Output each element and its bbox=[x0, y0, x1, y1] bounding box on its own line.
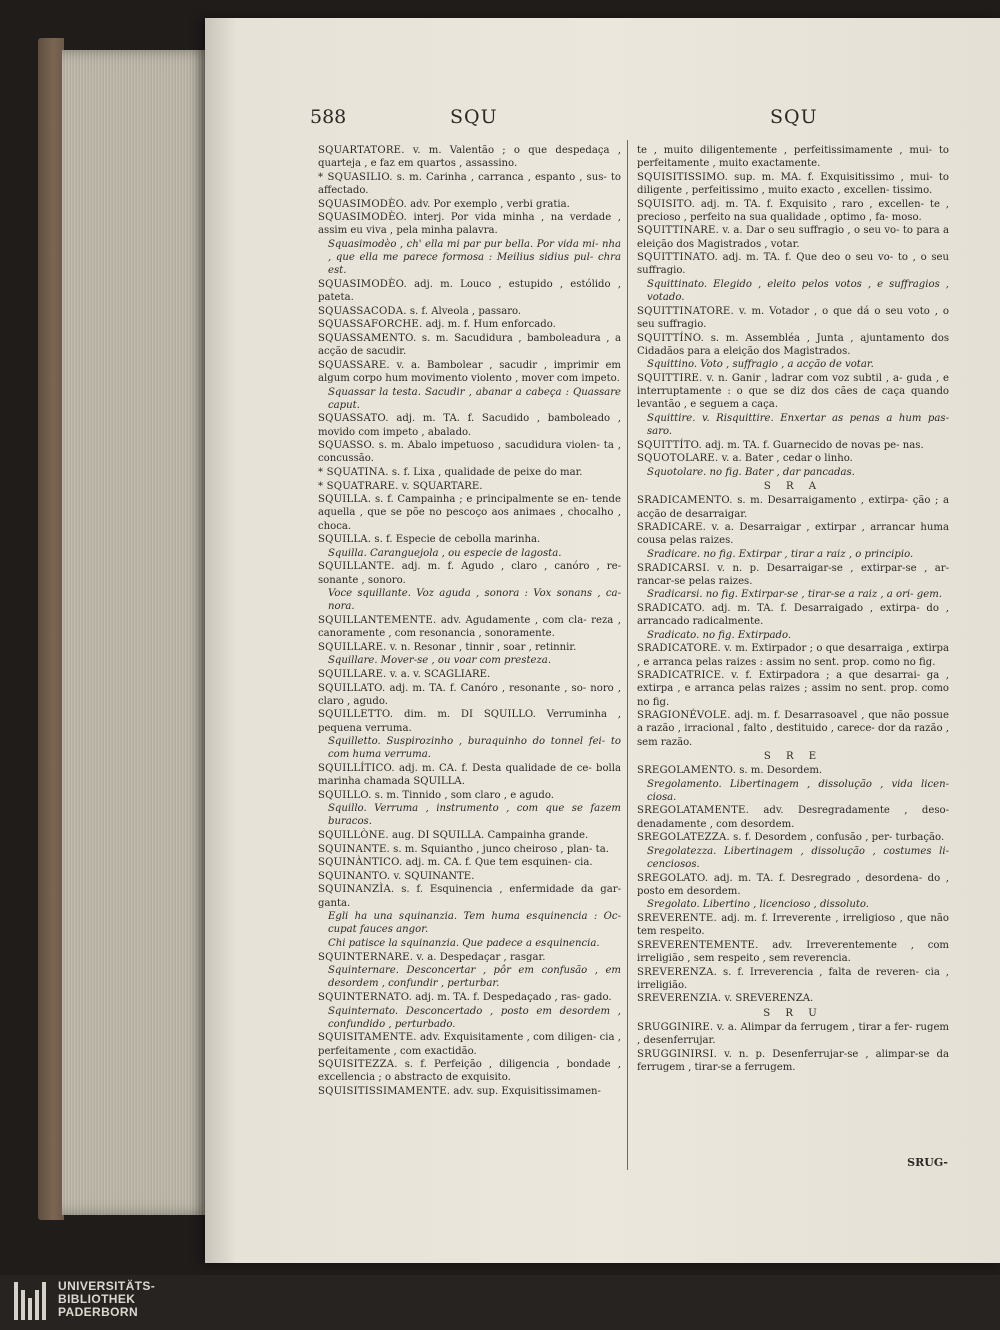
library-logo bbox=[14, 1278, 244, 1324]
headword: SREGOLAMENTO. bbox=[637, 764, 736, 776]
headword: SRADICARE. bbox=[637, 522, 707, 534]
definition: v. a. Dar o seu suffragio , o seu vo- to para a eleição dos Magistrados , votar. bbox=[637, 225, 949, 250]
definition: v. SQUARTARE. bbox=[398, 480, 483, 492]
dictionary-entry bbox=[637, 912, 949, 938]
usage-example: Squilletto. Suspirozinho , buraquinho do tonnel fei- to com huma verruma. bbox=[328, 736, 621, 761]
headword: SQUITTIRE. bbox=[637, 372, 703, 384]
usage-example: Squittinato. Elegido , eleito pelos votos , e suffragios , votado. bbox=[647, 278, 949, 304]
definition: s. m. Desordem. bbox=[735, 764, 823, 776]
dictionary-entry bbox=[318, 883, 621, 909]
headword: SQUISITISSIMO. bbox=[637, 171, 728, 183]
headword: SQUASIMODÈO. bbox=[318, 212, 407, 224]
definition: adj. m. f. Agudo , claro , canóro , re- sonante , sonoro. bbox=[318, 561, 621, 586]
definition: te , muito diligentemente , perfeitissimamente , mui- to perfeitamente , muito exactamente. bbox=[637, 145, 949, 170]
dictionary-page bbox=[205, 18, 1000, 1263]
definition: s. m. Desarraigamento , extirpa- ção ; a acção de desarraigar. bbox=[637, 495, 949, 520]
dictionary-entry bbox=[318, 1058, 621, 1084]
headword: SQUILLETTO. bbox=[318, 709, 394, 721]
definition: adj. m. TA. f. Sacudido , bamboleado , movido com impeto , abalado. bbox=[318, 413, 621, 438]
right-column bbox=[637, 144, 949, 1074]
definition: s. m. Tinnido , som claro , e agudo. bbox=[371, 789, 554, 801]
dictionary-entry bbox=[637, 224, 949, 250]
headword: SRUGGINIRSI. bbox=[637, 1048, 718, 1060]
dictionary-entry bbox=[637, 669, 949, 709]
guide-word-left: SQU bbox=[450, 106, 498, 128]
dictionary-entry bbox=[318, 1085, 621, 1098]
definition: s. f. Irreverencia , falta de reveren- cia , irreligião. bbox=[637, 966, 949, 991]
definition: v. m. Valentão ; o que despedaça , quarteja , e faz em quartos , assassino. bbox=[318, 145, 621, 170]
definition: adj. m. f. Desarrasoavel , que não possue a razão , irracional , falto , destituido , carece- dor da razão , sem razão. bbox=[637, 710, 949, 748]
column-divider bbox=[627, 140, 628, 1170]
dictionary-entry bbox=[637, 992, 949, 1005]
dictionary-entry bbox=[637, 1021, 949, 1047]
dictionary-entry bbox=[637, 804, 949, 830]
dictionary-entry bbox=[637, 872, 949, 898]
dictionary-entry bbox=[318, 533, 621, 546]
page-stack-edge bbox=[62, 50, 212, 1215]
dictionary-entry bbox=[637, 332, 949, 358]
usage-example: Voce squillante. Voz aguda , sonora : Vox sonans , ca- nora. bbox=[328, 588, 621, 613]
definition: adv. Desregradamente , deso- denadamente , com desordem. bbox=[637, 805, 949, 830]
usage-example: Squassar la testa. Sacudir , abanar a cabeça : Quassare caput. bbox=[328, 386, 621, 411]
headword: SQUITTÍTO. bbox=[637, 439, 702, 451]
section-heading: S R E bbox=[763, 750, 823, 762]
headword: SREVERENZA. bbox=[637, 966, 718, 978]
dictionary-entry bbox=[318, 843, 621, 856]
left-column bbox=[318, 144, 621, 1099]
definition: s. f. Perfeição , diligencia , bondade , excellencia ; o abstracto de exquisito. bbox=[318, 1059, 621, 1084]
definition: v. a. Bater , cedar o linho. bbox=[718, 453, 853, 465]
dictionary-entry bbox=[637, 494, 949, 520]
dictionary-entry bbox=[637, 144, 949, 170]
dictionary-entry bbox=[318, 278, 621, 304]
usage-example: Squinternare. Desconcertar , pôr em confusão , em desordem , confundir , perturbar. bbox=[328, 965, 621, 990]
dictionary-entry bbox=[637, 439, 949, 452]
usage-example: Sregolato. Libertino , licencioso , dissoluto. bbox=[647, 899, 869, 911]
definition: v. n. Resonar , tinnir , soar , retinnir. bbox=[386, 641, 577, 653]
usage-example: Squittire. v. Risquittire. Enxertar as penas a hum pas- saro. bbox=[647, 412, 949, 438]
library-logo-text bbox=[58, 1280, 155, 1319]
definition: s. f. Lixa , qualidade de peixe do mar. bbox=[388, 466, 583, 478]
headword: SQUILLÒNE. bbox=[318, 830, 389, 842]
definition: adj. m. CA. f. Desta qualidade de ce- bolla marinha chamada SQUILLA. bbox=[318, 762, 621, 788]
definition: s. m. Assembléa , Junta , ajuntamento dos Cidadãos para a eleição dos Magistrados. bbox=[637, 332, 949, 357]
headword: SRADICATRICE. bbox=[637, 670, 725, 682]
usage-example: Sradicarsi. no fig. Extirpar-se , tirar-se a raiz , a ori- gem. bbox=[647, 589, 942, 601]
dictionary-entry bbox=[637, 831, 949, 844]
dictionary-entry bbox=[637, 1048, 949, 1074]
dictionary-entry bbox=[318, 144, 621, 170]
catchword: SRUG- bbox=[907, 1156, 948, 1169]
definition: v. a. Bambolear , sacudir , imprimir em algum corpo hum movimento violento , mover com impeto. bbox=[318, 359, 621, 384]
usage-example: Sradicato. no fig. Extirpado. bbox=[647, 629, 792, 641]
definition: aug. DI SQUILLA. Campainha grande. bbox=[388, 830, 589, 842]
headword: SQUILLANTEMENTE. bbox=[318, 614, 437, 626]
headword: SQUINANTE. bbox=[318, 843, 390, 855]
library-name-line-1: UNIVERSITÄTS- bbox=[58, 1279, 156, 1293]
headword: SRAGIONÉVOLE. bbox=[637, 710, 731, 722]
definition: v. a. v. SCAGLIARE. bbox=[386, 668, 491, 680]
dictionary-entry bbox=[318, 951, 621, 964]
headword: SQUASIMODÈO. bbox=[318, 278, 407, 290]
definition: v. a. Alimpar da ferrugem , tirar a fer- rugem , desenferrujar. bbox=[637, 1021, 949, 1046]
headword: SQUITTINARE. bbox=[637, 225, 720, 237]
library-name-line-2: BIBLIOTHEK bbox=[58, 1292, 136, 1306]
definition: adj. m. f. Irreverente , irreligioso , que não tem respeito. bbox=[637, 912, 949, 938]
section-heading: S R U bbox=[763, 1007, 823, 1019]
headword: SQUITTINATO. bbox=[637, 252, 718, 264]
headword: SREVERENTE. bbox=[637, 912, 717, 924]
dictionary-entry bbox=[318, 870, 621, 883]
definition: s. f. Desordem , confusão , per- turbação. bbox=[729, 832, 945, 844]
dictionary-entry bbox=[637, 764, 949, 777]
headword: SQUINÀNTICO. bbox=[318, 857, 403, 869]
dictionary-entry bbox=[637, 251, 949, 277]
dictionary-entry bbox=[318, 641, 621, 654]
definition: s. f. Especie de cebolla marinha. bbox=[371, 534, 541, 546]
dictionary-entry bbox=[318, 991, 621, 1004]
dictionary-entry bbox=[637, 642, 949, 668]
headword: SQUISITISSIMAMENTE. bbox=[318, 1086, 451, 1098]
headword: SRADICARSI. bbox=[637, 562, 710, 574]
definition: v. n. p. Desarraigar-se , extirpar-se , ar- rancar-se pelas raizes. bbox=[637, 562, 949, 587]
dictionary-entry bbox=[318, 560, 621, 586]
definition: sup. m. MA. f. Exquisitissimo , mui- to diligente , perfeitissimo , muito exacto , excellen- tissimo. bbox=[637, 171, 949, 196]
definition: adj. m. TA. f. Que deo o seu vo- to , o seu suffragio. bbox=[637, 252, 949, 277]
headword: SRADICATO. bbox=[637, 602, 705, 614]
dictionary-entry bbox=[318, 359, 621, 385]
headword: SQUINANTO. bbox=[318, 870, 391, 882]
headword: * SQUATINA. bbox=[318, 466, 389, 478]
headword: SREGOLATEZZA. bbox=[637, 832, 730, 844]
definition: adj. m. CA. f. Que tem esquinen- cia. bbox=[402, 857, 593, 869]
headword: SQUILLO. bbox=[318, 789, 372, 801]
dictionary-entry bbox=[637, 452, 949, 465]
dictionary-entry bbox=[637, 939, 949, 965]
library-logo-mark bbox=[14, 1282, 50, 1320]
definition: adj. m. TA. f. Desarraigado , extirpa- do , arrancado radicalmente. bbox=[637, 602, 949, 628]
headword: SQUASSAMENTO. bbox=[318, 332, 417, 344]
headword: SQUILLA. bbox=[318, 494, 372, 506]
headword: SQUISITO. bbox=[637, 198, 696, 210]
dictionary-entry bbox=[318, 412, 621, 438]
headword: SQUILLARE. bbox=[318, 668, 387, 680]
guide-word-right: SQU bbox=[770, 106, 818, 128]
headword: SQUINANZÌA. bbox=[318, 884, 395, 896]
definition: s. m. Sacudidura , bamboleadura , a acção de sacudir. bbox=[318, 332, 621, 358]
definition: v. n. Ganir , ladrar com voz subtil , a- guda , e interruptamente : o que se diz dos cães de caça quando levantão , e seguem a caça. bbox=[637, 372, 949, 411]
definition: adv. Agudamente , com cla- reza , canoramente , com resonancia , sonoramente. bbox=[318, 614, 621, 640]
headword: SREGOLATAMENTE. bbox=[637, 805, 749, 817]
usage-example: Egli ha una squinanzia. Tem huma esquinencia : Oc- cupat fauces angor. bbox=[328, 911, 621, 936]
dictionary-entry bbox=[318, 318, 621, 331]
dictionary-entry bbox=[637, 562, 949, 588]
headword: SQUASSO. bbox=[318, 440, 375, 452]
book-cover-edge bbox=[38, 38, 64, 1220]
usage-example: Squinternato. Desconcertado , posto em desordem , confundido , perturbado. bbox=[328, 1005, 621, 1030]
headword: * SQUASILIO. bbox=[318, 171, 393, 183]
definition: adj. m. TA. f. Desregrado , desordena- do , posto em desordem. bbox=[637, 872, 949, 897]
definition: adv. Exquisitamente , com diligen- cia , perfeitamente , com exactidão. bbox=[318, 1032, 621, 1057]
headword: SQUISITEZZA. bbox=[318, 1059, 398, 1071]
dictionary-entry bbox=[318, 466, 621, 479]
definition: adj. m. TA. f. Canóro , resonante , so- noro , claro , agudo. bbox=[318, 682, 621, 707]
definition: s. m. Abalo impetuoso , sacudidura violen- ta , concussão. bbox=[318, 440, 621, 465]
definition: s. m. Carinha , carranca , espanto , sus- to affectado. bbox=[318, 171, 621, 196]
dictionary-entry bbox=[318, 789, 621, 802]
dictionary-entry bbox=[318, 493, 621, 533]
headword: SQUILLÍTICO. bbox=[318, 762, 395, 774]
definition: adj. m. TA. f. Exquisito , raro , excellen- te , precioso , perfeito na sua qualidade , optimo , fa- moso. bbox=[637, 198, 949, 223]
usage-example: Sradicare. no fig. Extirpar , tirar a raiz , o principio. bbox=[647, 548, 914, 560]
headword: SQUARTATORE. bbox=[318, 145, 405, 156]
headword: SRADICAMENTO. bbox=[637, 495, 733, 507]
definition: v. SREVERENZA. bbox=[721, 993, 814, 1005]
headword: SREVERENZIA. bbox=[637, 993, 722, 1005]
dictionary-entry bbox=[318, 682, 621, 708]
definition: v. a. Desarraigar , extirpar , arrancar huma cousa pelas raizes. bbox=[637, 522, 949, 547]
headword: SQUASIMODÈO. bbox=[318, 198, 407, 210]
dictionary-entry bbox=[637, 709, 949, 749]
usage-example: Chi patisce la squinanzia. Que padece a esquinencia. bbox=[328, 938, 600, 950]
headword: SQUILLARE. bbox=[318, 641, 387, 653]
headword: * SQUATRARE. bbox=[318, 480, 399, 492]
dictionary-entry bbox=[318, 829, 621, 842]
definition: adv. sup. Exquisitissimamen- bbox=[450, 1086, 601, 1098]
definition: adv. Por exemplo , verbi gratia. bbox=[406, 198, 570, 210]
headword: SQUASSACODA. bbox=[318, 305, 407, 317]
headword: SRUGGINIRE. bbox=[637, 1021, 714, 1033]
dictionary-entry bbox=[318, 614, 621, 640]
definition: v. n. p. Desenferrujar-se , alimpar-se da ferrugem , tirar-se a ferrugem. bbox=[637, 1048, 949, 1073]
dictionary-entry bbox=[637, 198, 949, 224]
dictionary-entry bbox=[637, 305, 949, 331]
headword: SQUASSARE. bbox=[318, 359, 390, 371]
dictionary-entry bbox=[318, 480, 621, 493]
headword: SQUINTERNARE. bbox=[318, 951, 414, 963]
headword: SQUILLANTE. bbox=[318, 561, 395, 573]
definition: s. f. Esquinencia , enfermidade da gar- ganta. bbox=[318, 884, 621, 909]
dictionary-entry bbox=[637, 171, 949, 197]
dictionary-entry bbox=[318, 762, 621, 788]
dictionary-entry bbox=[318, 198, 621, 211]
dictionary-entry bbox=[637, 966, 949, 992]
dictionary-entry bbox=[637, 602, 949, 628]
definition: v. SQUINANTE. bbox=[390, 870, 475, 882]
dictionary-entry bbox=[318, 332, 621, 358]
definition: s. m. Squiantho , junco cheiroso , plan- ta. bbox=[389, 843, 609, 855]
headword: SREVERENTEMENTE. bbox=[637, 939, 759, 951]
headword: SQUITTÍNO. bbox=[637, 332, 705, 344]
usage-example: Squasimodèo , ch' ella mi par pur bella. Por vida mi- nha , que ella me parece formosa : Meilius sidius pul- chra est. bbox=[328, 238, 621, 277]
definition: v. m. Votador , o que dá o seu voto , o seu suffragio. bbox=[637, 305, 949, 330]
headword: SRADICATORE. bbox=[637, 643, 721, 655]
page-number: 588 bbox=[310, 106, 347, 128]
usage-example: Squillare. Mover-se , ou voar com presteza. bbox=[328, 655, 552, 667]
usage-example: Sregolamento. Libertinagem , dissolução , vida licen- ciosa. bbox=[647, 778, 949, 803]
section-heading: S R A bbox=[763, 481, 823, 493]
dictionary-entry bbox=[318, 708, 621, 734]
definition: s. f. Alveola , passaro. bbox=[406, 305, 522, 317]
dictionary-entry bbox=[318, 171, 621, 197]
headword: SQUILLATO. bbox=[318, 682, 386, 694]
definition: interj. Por vida minha , na verdade , assim eu viva , pela minha palavra. bbox=[318, 212, 621, 237]
dictionary-entry bbox=[318, 856, 621, 869]
definition: s. f. Campainha ; e principalmente se en- tende aquella , que se põe no pescoço aos animaes , chocalho , choca. bbox=[318, 494, 621, 532]
usage-example: Squilla. Caranguejola , ou especie de lagosta. bbox=[328, 547, 562, 559]
headword: SQUASSAFORCHE. bbox=[318, 319, 423, 331]
headword: SQUISITAMENTE. bbox=[318, 1032, 417, 1044]
dictionary-entry bbox=[318, 1031, 621, 1057]
usage-example: Squittino. Voto , suffragio , a acção de votar. bbox=[647, 359, 874, 371]
definition: adj. m. f. Hum enforcado. bbox=[422, 319, 556, 331]
headword: SQUASSATO. bbox=[318, 413, 389, 425]
usage-example: Sregolatezza. Libertinagem , dissolução , costumes li- cenciosos. bbox=[647, 845, 949, 870]
dictionary-entry bbox=[318, 211, 621, 237]
headword: SREGOLATO. bbox=[637, 872, 709, 884]
dictionary-entry bbox=[318, 439, 621, 465]
page-header bbox=[205, 106, 1000, 136]
definition: adj. m. TA. f. Guarnecido de novas pe- nas. bbox=[701, 439, 924, 451]
dictionary-entry bbox=[318, 668, 621, 681]
definition: adj. m. TA. f. Despedaçado , ras- gado. bbox=[412, 992, 612, 1004]
headword: SQUITTINATORE. bbox=[637, 305, 734, 317]
dictionary-entry bbox=[318, 305, 621, 318]
definition: adv. Irreverentemente , com irreligião , sem respeito , sem reverencia. bbox=[637, 939, 949, 964]
headword: SQUINTERNATO. bbox=[318, 992, 413, 1004]
usage-example: Squillo. Verruma , instrumento , com que se fazem buracos. bbox=[328, 803, 621, 828]
dictionary-entry bbox=[637, 372, 949, 412]
headword: SQUOTOLARE. bbox=[637, 453, 719, 465]
usage-example: Squotolare. no fig. Bater , dar pancadas. bbox=[647, 466, 855, 478]
definition: adj. m. Louco , estupido , estólido , pateta. bbox=[318, 278, 621, 304]
headword: SQUILLA. bbox=[318, 534, 372, 546]
definition: v. a. Despedaçar , rasgar. bbox=[413, 951, 546, 963]
library-name-line-3: PADERBORN bbox=[58, 1305, 139, 1319]
dictionary-entry bbox=[637, 521, 949, 547]
definition: dim. m. DI SQUILLO. Verruminha , pequena verruma. bbox=[318, 709, 621, 734]
definition: v. m. Extirpador ; o que desarraiga , extirpa , e arranca pelas raizes : assim no sent. prop. como no fig. bbox=[637, 643, 949, 668]
definition: v. f. Extirpadora ; a que desarrai- ga , extirpa , e arranca pelas raizes ; assim no sent. prop. como no fig. bbox=[637, 670, 949, 708]
